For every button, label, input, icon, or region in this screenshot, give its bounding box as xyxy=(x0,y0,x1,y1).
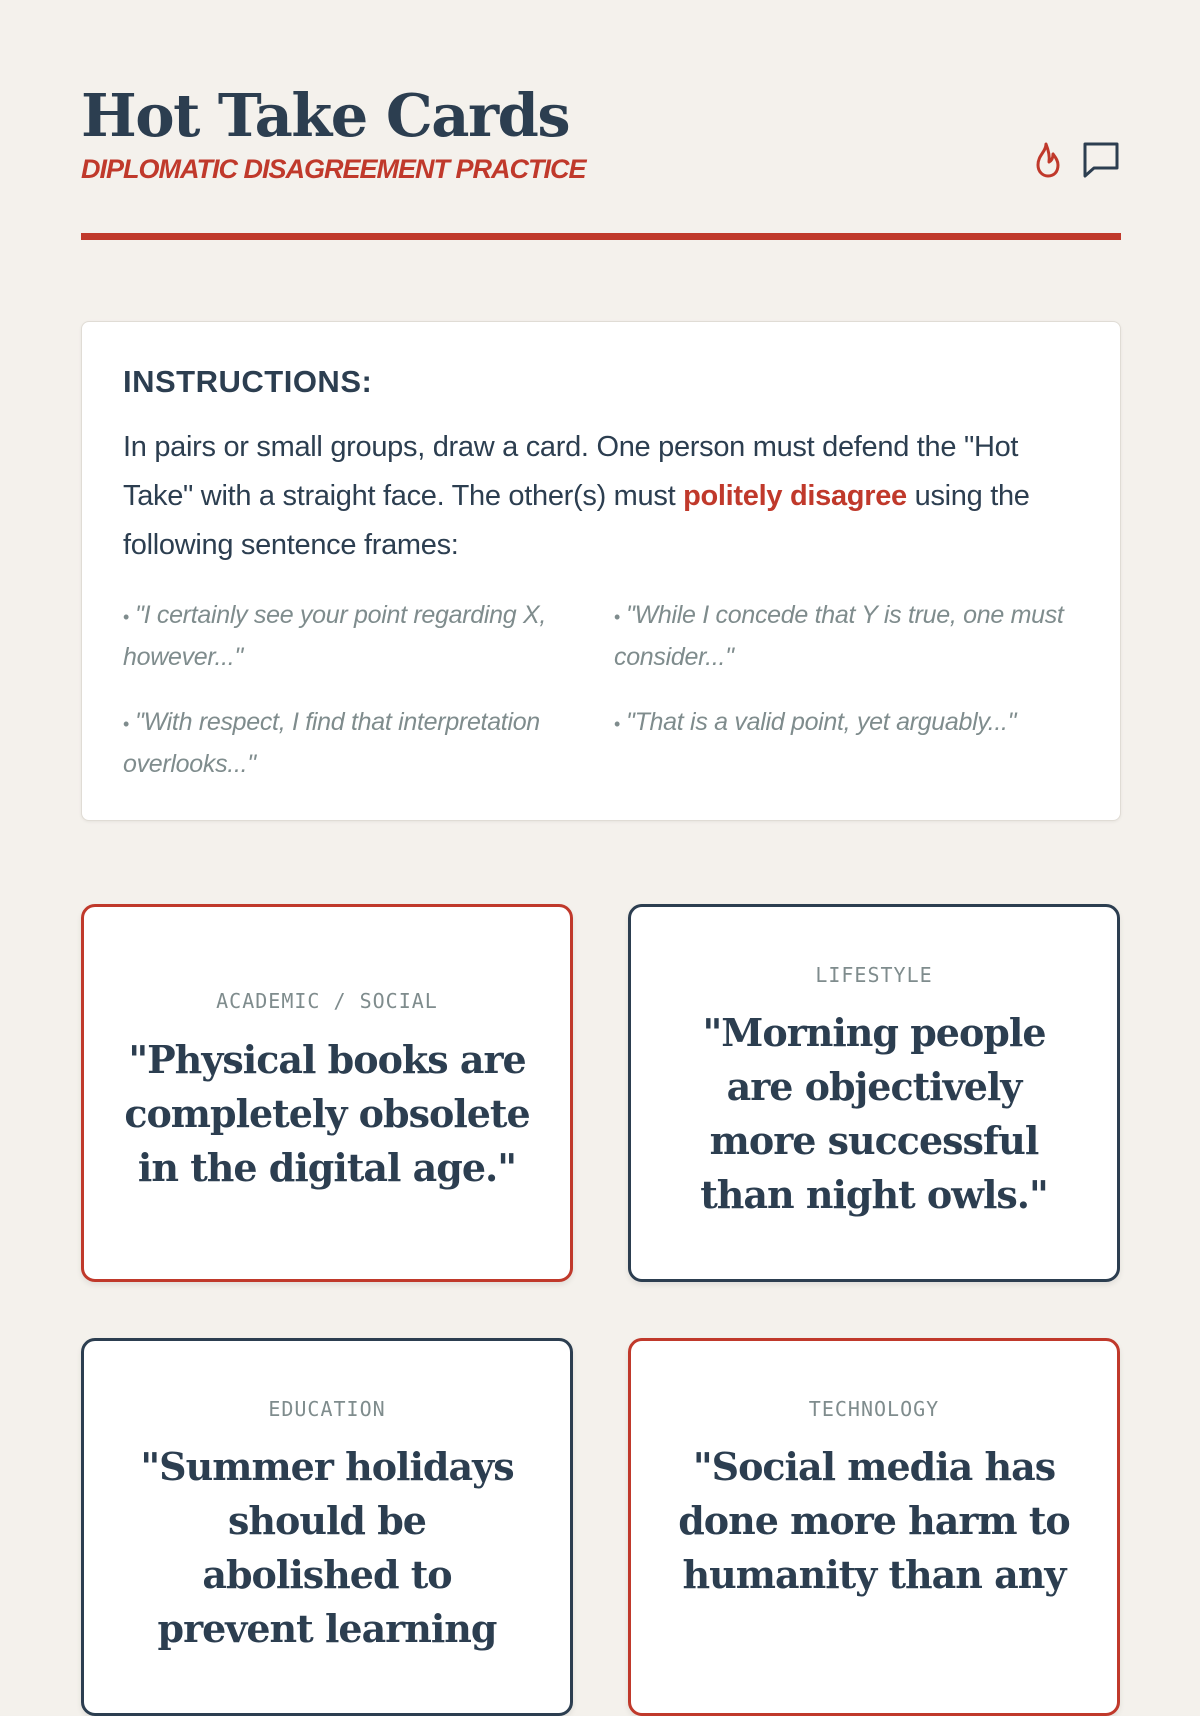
hot-take-card[interactable] xyxy=(81,904,573,1282)
sentence-frame-text: "That is a valid point, yet arguably..." xyxy=(626,708,1017,736)
instructions-heading: INSTRUCTIONS: xyxy=(123,364,373,399)
header-divider xyxy=(81,233,1121,240)
sentence-frame xyxy=(123,595,593,677)
sentence-frame-text: "With respect, I find that interpretation overlooks..." xyxy=(123,708,540,778)
speech-bubble-icon[interactable] xyxy=(1081,140,1121,180)
page-subtitle: DIPLOMATIC DISAGREEMENT PRACTICE xyxy=(81,154,586,184)
hot-take-card[interactable] xyxy=(81,1338,573,1716)
bullet: • xyxy=(123,607,130,627)
hot-take-card[interactable] xyxy=(628,1338,1120,1716)
page-title: Hot Take Cards xyxy=(81,81,570,150)
instructions-text xyxy=(123,423,1083,570)
card-quote: "Social media has done more harm to humanity than any xyxy=(678,1444,1070,1597)
sentence-frame-text: "I certainly see your point regarding X, however..." xyxy=(123,601,547,671)
page-header xyxy=(81,0,1121,241)
card-quote: "Physical books are completely obsolete in the digital age." xyxy=(124,1037,530,1190)
card-category: TECHNOLOGY xyxy=(808,1397,940,1421)
card-quote: "Summer holidays should be abolished to prevent learning xyxy=(140,1444,514,1651)
page xyxy=(81,0,1121,1651)
instructions-highlight: politely disagree xyxy=(683,480,907,512)
flame-icon[interactable] xyxy=(1033,141,1063,179)
instructions-text-part: In pairs or small groups, draw a card. One person must defend the "Hot Take" with a straight face. The other(s) must xyxy=(123,431,1019,512)
card-category: ACADEMIC / SOCIAL xyxy=(216,989,438,1013)
hot-take-card[interactable] xyxy=(628,904,1120,1282)
bullet: • xyxy=(123,714,130,734)
card-category: EDUCATION xyxy=(268,1397,386,1421)
card-category: LIFESTYLE xyxy=(815,963,933,987)
sentence-frame xyxy=(614,702,1084,744)
sentence-frame-text: "While I concede that Y is true, one must consider..." xyxy=(614,601,1064,671)
bullet: • xyxy=(614,714,621,734)
header-icons xyxy=(1033,140,1121,180)
bullet: • xyxy=(614,607,621,627)
card-quote: "Morning people are objectively more successful than night owls." xyxy=(700,1010,1048,1217)
sentence-frame xyxy=(614,595,1084,677)
instructions-text-part: using the following sentence frames: xyxy=(123,480,1030,561)
instructions-panel xyxy=(81,321,1121,821)
sentence-frame xyxy=(123,702,593,784)
